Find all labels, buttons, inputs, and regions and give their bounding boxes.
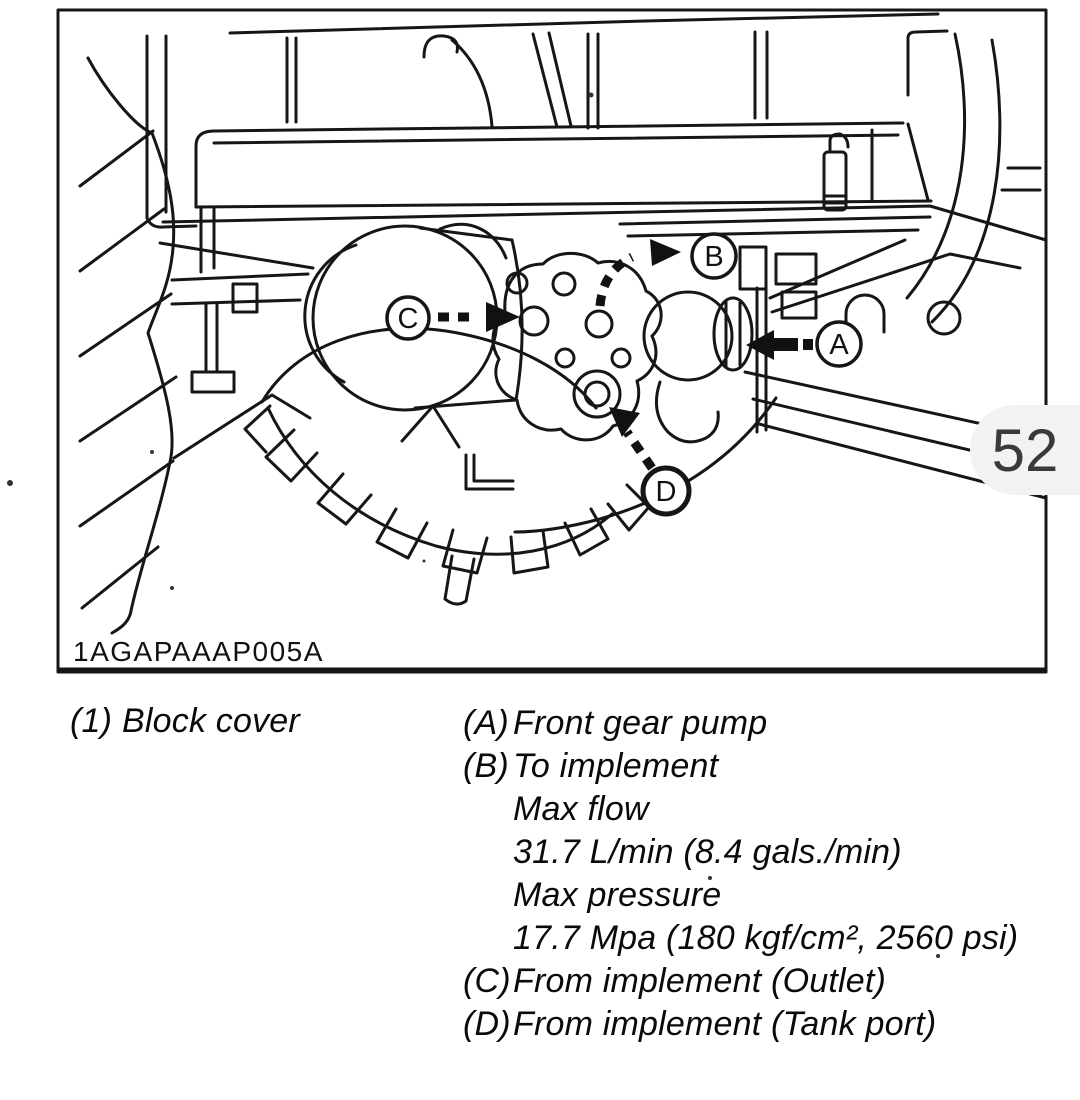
front-axle: [172, 274, 310, 458]
caption-label: (C): [463, 962, 511, 1000]
caption-text: From implement (Outlet): [513, 962, 887, 1000]
figure-code: 1AGAPAAAP005A: [73, 636, 324, 667]
caption-row-max-pressure: [463, 874, 1018, 917]
page-number: 52: [991, 416, 1059, 484]
caption-text: 31.7 L/min (8.4 gals./min): [513, 833, 902, 871]
callout-b-letter: B: [704, 241, 724, 273]
callout-a-letter: A: [829, 329, 849, 361]
caption-left-column: [70, 700, 300, 743]
caption-row-a: [463, 702, 1018, 745]
caption-row-flow-value: [463, 831, 1018, 874]
caption-row-d: [463, 1003, 1018, 1046]
caption-row-max-flow: [463, 788, 1018, 831]
callout-d: [609, 407, 689, 514]
caption-label: (A): [463, 704, 509, 742]
caption-text: 17.7 Mpa (180 kgf/cm², 2560 psi): [513, 919, 1019, 957]
right-brackets: [515, 240, 1046, 532]
arrow-b-icon: [650, 239, 681, 266]
caption-text: From implement (Tank port): [513, 1005, 937, 1043]
arrow-d-icon: [609, 407, 640, 437]
caption-text: To implement: [513, 747, 719, 785]
caption-text: Max pressure: [513, 876, 722, 914]
caption-block-cover: [70, 700, 300, 743]
ring-gear: [245, 328, 649, 604]
caption-label: (D): [463, 1005, 511, 1043]
callout-d-letter: D: [655, 476, 677, 508]
caption-text: Max flow: [513, 790, 649, 828]
caption-row-pressure-value: [463, 917, 1018, 960]
left-tire: [80, 58, 176, 633]
caption-row-b: [463, 745, 1018, 788]
caption-label: (B): [463, 747, 509, 785]
caption-right-column: [463, 702, 1018, 1046]
caption-row-c: [463, 960, 1018, 1003]
caption-text: Front gear pump: [513, 704, 768, 742]
arrow-c-icon: [486, 302, 520, 332]
block-cover: [466, 253, 661, 489]
callout-c-letter: C: [397, 303, 419, 335]
page-number-badge: [970, 405, 1080, 495]
callout-a: [746, 322, 861, 366]
arrow-a-icon: [746, 330, 774, 360]
caption-text: Block cover: [122, 702, 300, 740]
caption-label: (1): [70, 702, 113, 740]
